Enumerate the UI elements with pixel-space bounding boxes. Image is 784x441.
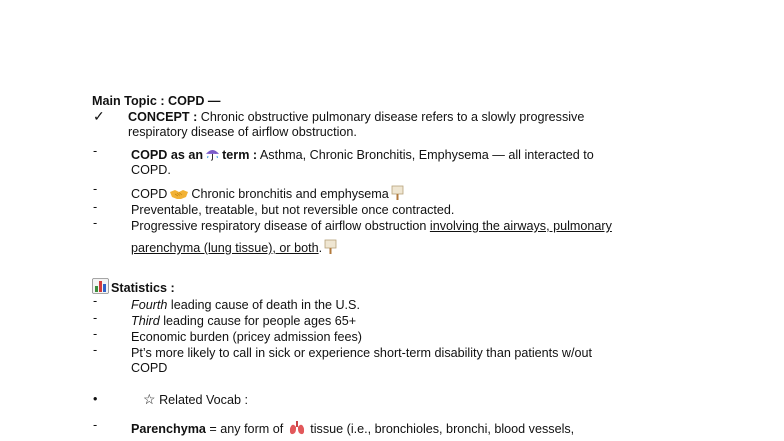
dash-bullet: - <box>93 294 98 308</box>
star-icon: ☆ <box>143 391 156 407</box>
copd-handshake-text: Chronic bronchitis and emphysema <box>191 187 389 201</box>
dash-bullet: - <box>93 327 98 341</box>
stat-sick-line-2: COPD <box>131 361 168 375</box>
stat-sick-line-1: Pt’s more likely to call in sick or experience short-term disability than patients w/out <box>131 346 593 360</box>
progressive-underlined-1: involving the airways, pulmonary <box>429 219 612 233</box>
checkmark-icon: ✓ <box>93 108 105 124</box>
dash-bullet: - <box>93 200 98 214</box>
progressive-line-2 <box>131 239 339 258</box>
statistics-label: Statistics : <box>111 281 175 295</box>
stat-third-em: Third <box>131 314 160 328</box>
parenchyma-before: = any form of <box>205 422 287 436</box>
progressive-period: . <box>318 241 323 255</box>
handshake-icon <box>169 187 189 204</box>
concept-line-1 <box>128 110 584 125</box>
dash-bullet: - <box>93 144 98 158</box>
stat-economic: Economic burden (pricey admission fees) <box>131 330 362 344</box>
main-topic-heading: Main Topic : COPD — <box>92 94 221 108</box>
copd-word: COPD <box>131 187 168 201</box>
related-vocab-label: Related Vocab : <box>159 393 248 407</box>
dash-bullet: - <box>93 343 98 357</box>
dash-bullet: - <box>93 418 98 432</box>
parenchyma-term: Parenchyma <box>131 422 206 436</box>
parenchyma-line <box>131 421 574 439</box>
dash-bullet: - <box>93 311 98 325</box>
stat-fourth-rest: leading cause of death in the U.S. <box>167 298 360 312</box>
lungs-icon <box>289 421 305 439</box>
parenchyma-after: tissue (i.e., bronchioles, bronchi, blood vessels, <box>306 422 575 436</box>
stat-fourth-em: Fourth <box>131 298 168 312</box>
progressive-line-1 <box>131 219 612 234</box>
related-vocab-heading <box>143 392 248 408</box>
copd-handshake-line <box>131 185 406 204</box>
progressive-text: Progressive respiratory disease of airflow obstruction <box>131 219 430 233</box>
term-label: term : <box>222 148 258 162</box>
preventable-line: Preventable, treatable, but not reversible once contracted. <box>131 203 455 217</box>
dash-bullet: - <box>93 182 98 196</box>
progressive-underlined-2: parenchyma (lung tissue), or both <box>131 241 319 255</box>
placard-icon <box>391 185 404 204</box>
copd-umbrella-text: Asthma, Chronic Bronchitis, Emphysema — all interacted to <box>259 148 594 162</box>
copd-as-an-label: COPD as an <box>131 148 204 162</box>
copd-umbrella-line-2: COPD. <box>131 163 171 177</box>
concept-text-1: Chronic obstructive pulmonary disease refers to a slowly progressive <box>200 110 585 124</box>
concept-line-2: respiratory disease of airflow obstruction. <box>128 125 357 139</box>
stat-third <box>131 314 356 329</box>
stat-fourth <box>131 298 360 313</box>
copd-umbrella-line-1 <box>131 147 594 165</box>
concept-label: CONCEPT : <box>128 110 198 124</box>
dash-bullet: - <box>93 216 98 230</box>
placard-icon <box>324 239 337 258</box>
stat-third-rest: leading cause for people ages 65+ <box>159 314 357 328</box>
round-bullet: • <box>93 392 98 406</box>
umbrella-icon <box>205 147 220 165</box>
